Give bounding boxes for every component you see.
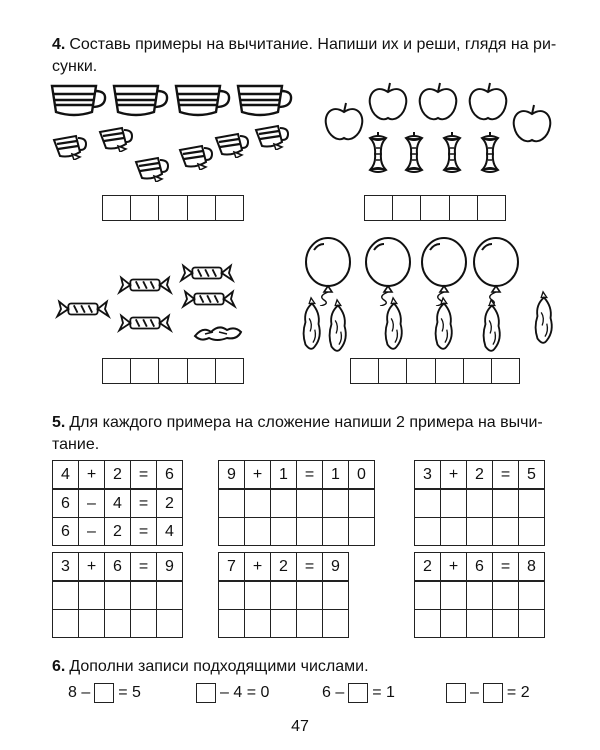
grid-cell: 9 [157,553,183,582]
grid-cell[interactable] [297,581,323,610]
grid-cell[interactable] [493,518,519,546]
equation-2 [196,683,269,703]
apple-icon [470,83,507,119]
grid-cell: 2 [271,553,297,582]
grid-cell[interactable] [441,489,467,518]
grid-cell[interactable] [79,610,105,638]
grid-cell: = [131,553,157,582]
grid-cell[interactable] [323,489,349,518]
grid-cell[interactable] [467,581,493,610]
grid-cell: + [245,553,271,582]
grid-cell[interactable] [441,610,467,638]
grid-cell: + [441,461,467,490]
grid-cell: 0 [349,461,375,490]
grid-cell[interactable] [349,518,375,546]
task-6-line1: Дополни записи подходящими числами. [69,658,369,675]
grid-cell: = [131,461,157,490]
answer-row-apples[interactable] [364,195,506,221]
equation-grid-6[interactable] [414,552,545,638]
apple-icon [326,103,363,139]
answer-row-candies[interactable] [102,358,244,384]
grid-cell[interactable] [519,581,545,610]
broken-cup-icon [256,126,288,150]
grid-cell: 6 [53,518,79,546]
grid-cell: – [79,518,105,546]
grid-cell[interactable] [53,610,79,638]
grid-cell[interactable] [323,581,349,610]
grid-cell: 9 [323,553,349,582]
grid-cell: 5 [519,461,545,490]
grid-cell[interactable] [271,581,297,610]
equation-4 [446,683,530,703]
equation-grid-3[interactable] [414,460,545,546]
candy-icon [119,316,170,331]
grid-cell: 1 [271,461,297,490]
grid-cell[interactable] [53,581,79,610]
grid-cell[interactable] [131,581,157,610]
grid-cell: + [245,461,271,490]
apples-illustration [322,80,562,185]
broken-cup-icon [54,136,86,160]
answer-box[interactable] [348,683,368,703]
broken-cup-icon [136,158,168,182]
candy-icon [181,266,232,281]
grid-cell: – [79,489,105,518]
grid-cell[interactable] [493,610,519,638]
grid-cell: 8 [519,553,545,582]
apple-icon [420,83,457,119]
task-4-line2: сунки. [52,58,98,75]
candies-illustration [55,262,245,347]
grid-cell[interactable] [219,489,245,518]
grid-cell: 6 [157,461,183,490]
equation-grid-5[interactable] [218,552,349,638]
grid-cell: = [131,489,157,518]
grid-cell: = [297,461,323,490]
task-5-line1: Для каждого примера на сложение напиши 2 примера на вычи- [69,414,543,431]
deflated-balloon-icon [330,300,346,351]
task-4-text [52,34,562,78]
grid-cell: 7 [219,553,245,582]
equation-4-right: = 2 [506,684,530,701]
grid-cell[interactable] [467,518,493,546]
apple-core-icon [406,132,422,172]
task-5-text [52,412,562,456]
grid-cell: 4 [53,461,79,490]
grid-cell: 3 [415,461,441,490]
page-number: 47 [291,718,309,735]
equation-grid-1 [52,460,183,546]
grid-cell: + [79,553,105,582]
apple-core-icon [444,132,460,172]
grid-cell[interactable] [219,518,245,546]
answer-box[interactable] [446,683,466,703]
equation-grid-2[interactable] [218,460,375,546]
grid-cell[interactable] [245,489,271,518]
grid-cell: 4 [105,489,131,518]
balloon-icon [366,238,410,306]
equation-4-minus: – [470,684,479,701]
equation-3 [322,683,395,703]
deflated-balloon-icon [304,298,320,349]
grid-cell: 2 [157,489,183,518]
grid-cell: 6 [53,489,79,518]
grid-cell[interactable] [105,581,131,610]
grid-cell[interactable] [467,610,493,638]
equation-3-right: = 1 [372,684,395,701]
cup-icon [52,86,105,115]
apple-icon [514,105,551,141]
grid-cell: 9 [219,461,245,490]
grid-cell: 6 [105,553,131,582]
answer-row-cups[interactable] [102,195,244,221]
deflated-balloon-icon [536,292,552,343]
grid-cell: 2 [415,553,441,582]
grid-cell: = [297,553,323,582]
grid-cell: 6 [467,553,493,582]
deflated-balloon-icon [484,300,500,351]
grid-cell: + [79,461,105,490]
task-5-line2: тание. [52,436,100,453]
grid-cell[interactable] [271,518,297,546]
grid-cell[interactable] [157,581,183,610]
grid-cell[interactable] [219,581,245,610]
balloon-icon [474,238,518,306]
answer-box[interactable] [483,683,503,703]
grid-cell[interactable] [271,610,297,638]
grid-cell: = [131,518,157,546]
grid-cell[interactable] [79,581,105,610]
balloons-illustration [290,236,560,361]
cup-icon [114,86,167,115]
answer-box[interactable] [196,683,216,703]
grid-cell: 2 [105,518,131,546]
grid-cell[interactable] [493,581,519,610]
equation-2-right: – 4 = 0 [220,684,270,701]
grid-cell[interactable] [297,518,323,546]
grid-cell: 2 [105,461,131,490]
grid-cell[interactable] [349,489,375,518]
grid-cell[interactable] [219,610,245,638]
grid-cell[interactable] [441,518,467,546]
grid-cell[interactable] [519,489,545,518]
cup-icon [176,86,229,115]
broken-cup-icon [216,134,248,158]
grid-cell: 3 [53,553,79,582]
grid-cell[interactable] [297,610,323,638]
grid-cell[interactable] [323,518,349,546]
grid-cell[interactable] [519,518,545,546]
grid-cell[interactable] [245,518,271,546]
grid-cell: 1 [323,461,349,490]
balloon-icon [306,238,350,306]
equation-1-left: 8 – [68,684,91,701]
grid-cell[interactable] [323,610,349,638]
grid-cell: = [493,553,519,582]
wrapper-icon [195,327,241,340]
equation-1 [68,683,141,703]
task-6-number: 6. [52,658,66,675]
grid-cell: + [441,553,467,582]
grid-cell[interactable] [105,610,131,638]
grid-cell[interactable] [245,581,271,610]
grid-cell[interactable] [271,489,297,518]
task-4-number: 4. [52,36,66,53]
grid-cell[interactable] [415,489,441,518]
grid-cell[interactable] [493,489,519,518]
task-5-number: 5. [52,414,66,431]
broken-cup-icon [100,128,132,152]
apple-icon [370,83,407,119]
grid-cell[interactable] [415,610,441,638]
cups-illustration [48,82,298,192]
grid-cell: = [493,461,519,490]
task-4-line1: Составь примеры на вычитание. Напиши их и реши, глядя на ри- [69,36,557,53]
equation-3-left: 6 – [322,684,345,701]
candy-icon [183,292,234,307]
grid-cell[interactable] [519,610,545,638]
grid-cell[interactable] [131,610,157,638]
grid-cell[interactable] [467,489,493,518]
answer-row-balloons[interactable] [350,358,520,384]
grid-cell: 2 [467,461,493,490]
answer-box[interactable] [94,683,114,703]
candy-icon [57,302,108,317]
grid-cell: 4 [157,518,183,546]
deflated-balloon-icon [386,298,402,349]
broken-cup-icon [180,146,212,170]
grid-cell[interactable] [415,581,441,610]
apple-core-icon [370,132,386,172]
candy-icon [119,278,170,293]
equation-grid-4[interactable] [52,552,183,638]
grid-cell[interactable] [245,610,271,638]
balloon-icon [422,238,466,306]
grid-cell[interactable] [157,610,183,638]
equation-1-right: = 5 [118,684,141,701]
cup-icon [238,86,291,115]
grid-cell[interactable] [441,581,467,610]
apple-core-icon [482,132,498,172]
grid-cell[interactable] [297,489,323,518]
grid-cell[interactable] [415,518,441,546]
task-6-text [52,656,562,678]
